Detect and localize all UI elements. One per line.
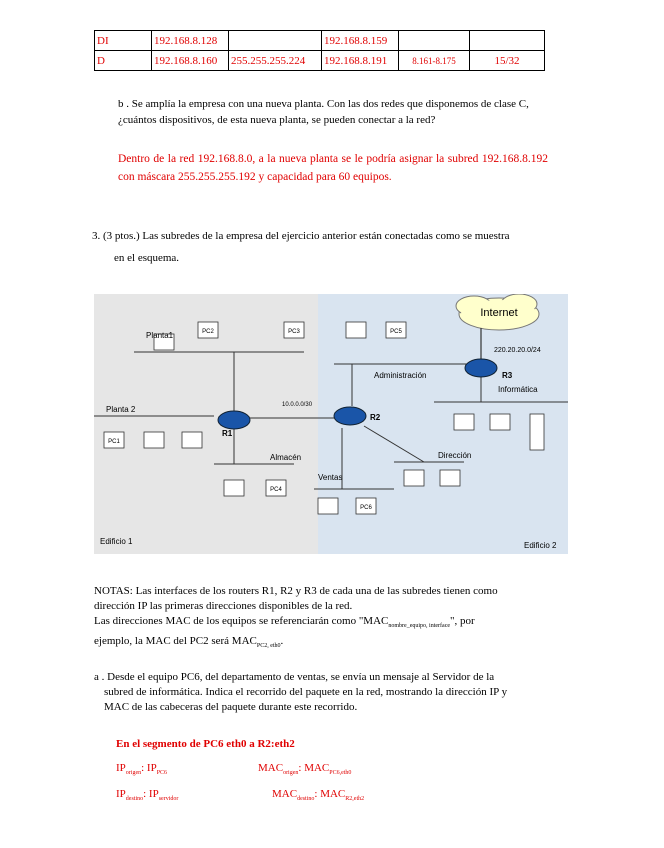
label-planta2: Planta 2 bbox=[106, 405, 136, 414]
svg-text:R3: R3 bbox=[502, 371, 513, 380]
table-cell: 192.168.8.191 bbox=[322, 51, 399, 71]
answer-segment-title: En el segmento de PC6 eth0 a R2:eth2 bbox=[116, 738, 295, 750]
notes-line2: dirección IP las primeras direcciones disponibles de la red. bbox=[94, 600, 353, 612]
answer-b: Dentro de la red 192.168.8.0, a la nueva planta se le podría asignar la subred 192.168.8.192 con máscara 255.255.255.192 y capacidad para 60 equipos. bbox=[118, 153, 548, 183]
pc6-label: PC6 bbox=[360, 505, 372, 511]
table-cell: 15/32 bbox=[470, 51, 545, 71]
pc1-label: PC1 bbox=[108, 439, 120, 445]
table-cell bbox=[470, 31, 545, 51]
table-cell: D bbox=[95, 51, 152, 71]
mac-origin: $MAC_{origen}$: $MAC_{PC6,eth0}$ bbox=[258, 762, 352, 777]
p2p-net-label: 10.0.0.0/30 bbox=[282, 402, 313, 408]
internet-cloud bbox=[456, 294, 539, 330]
pc2-label: PC2 bbox=[202, 329, 214, 335]
subnet-table bbox=[94, 30, 545, 71]
question-3-line2: en el esquema. bbox=[114, 252, 180, 264]
table-cell: DI bbox=[95, 31, 152, 51]
label-edificio1: Edificio 1 bbox=[100, 537, 133, 546]
mac-destination: $MAC_{destino}$: $MAC_{R2,eth2}$ bbox=[272, 788, 365, 803]
table-cell: 8.161-8.175 bbox=[399, 51, 470, 71]
question-3-line1: 3. (3 ptos.) Las subredes de la empresa del ejercicio anterior están conectadas como se muestra bbox=[92, 230, 510, 242]
label-direccion: Dirección bbox=[438, 451, 472, 460]
network-diagram bbox=[94, 294, 568, 554]
table-row bbox=[95, 31, 545, 51]
pc4-label: PC4 bbox=[270, 487, 282, 493]
ip-destination: $IP_{destino}$: $IP_{servidor}$ bbox=[116, 788, 179, 803]
table-cell: 192.168.8.128 bbox=[152, 31, 229, 51]
svg-text:R2: R2 bbox=[370, 413, 381, 422]
label-administracion: Administración bbox=[374, 371, 427, 380]
question-a: a . Desde el equipo PC6, del departamento de ventas, se envía un mensaje al Servidor de la subred de informática. Indica el recorrido del paquete en la red, mostrando la dirección IP y MAC de las cabeceras del paquete durante este recorrido. bbox=[94, 671, 508, 713]
table-row bbox=[95, 51, 545, 71]
wan-net-label: 220.20.20.0/24 bbox=[494, 347, 541, 354]
label-almacen: Almacén bbox=[270, 453, 302, 462]
label-edificio2: Edificio 2 bbox=[524, 541, 557, 550]
table-cell: 192.168.8.159 bbox=[322, 31, 399, 51]
pc5-label: PC5 bbox=[390, 329, 402, 335]
question-b: b . Se amplía la empresa con una nueva planta. Con las dos redes que disponemos de clase C, ¿cuántos dispositivos, de esta nueva planta, se pueden conectar a la red? bbox=[118, 98, 529, 126]
table-cell bbox=[399, 31, 470, 51]
svg-text:Internet: Internet bbox=[480, 307, 518, 319]
pc3-label: PC3 bbox=[288, 329, 300, 335]
table-cell bbox=[229, 31, 322, 51]
notes bbox=[94, 584, 498, 654]
label-ventas: Ventas bbox=[318, 473, 343, 482]
label-planta1: Planta1 bbox=[146, 331, 174, 340]
ip-origin: $IP_{origen}$: $IP_{PC6}$ bbox=[116, 762, 168, 777]
table-cell: 255.255.255.224 bbox=[229, 51, 322, 71]
table-cell: 192.168.8.160 bbox=[152, 51, 229, 71]
notes-line3: Las direcciones MAC de los equipos se referenciarán como "$MAC_{nombre\_equipo, interface}$", por bbox=[94, 615, 475, 630]
notes-line4: ejemplo, la MAC del PC2 será $MAC_{PC2, eth0}$. bbox=[94, 635, 284, 650]
label-informatica: Informática bbox=[498, 385, 538, 394]
svg-text:R1: R1 bbox=[222, 429, 233, 438]
notes-line1: NOTAS: Las interfaces de los routers R1, R2 y R3 de cada una de las subredes tienen como bbox=[94, 585, 498, 597]
